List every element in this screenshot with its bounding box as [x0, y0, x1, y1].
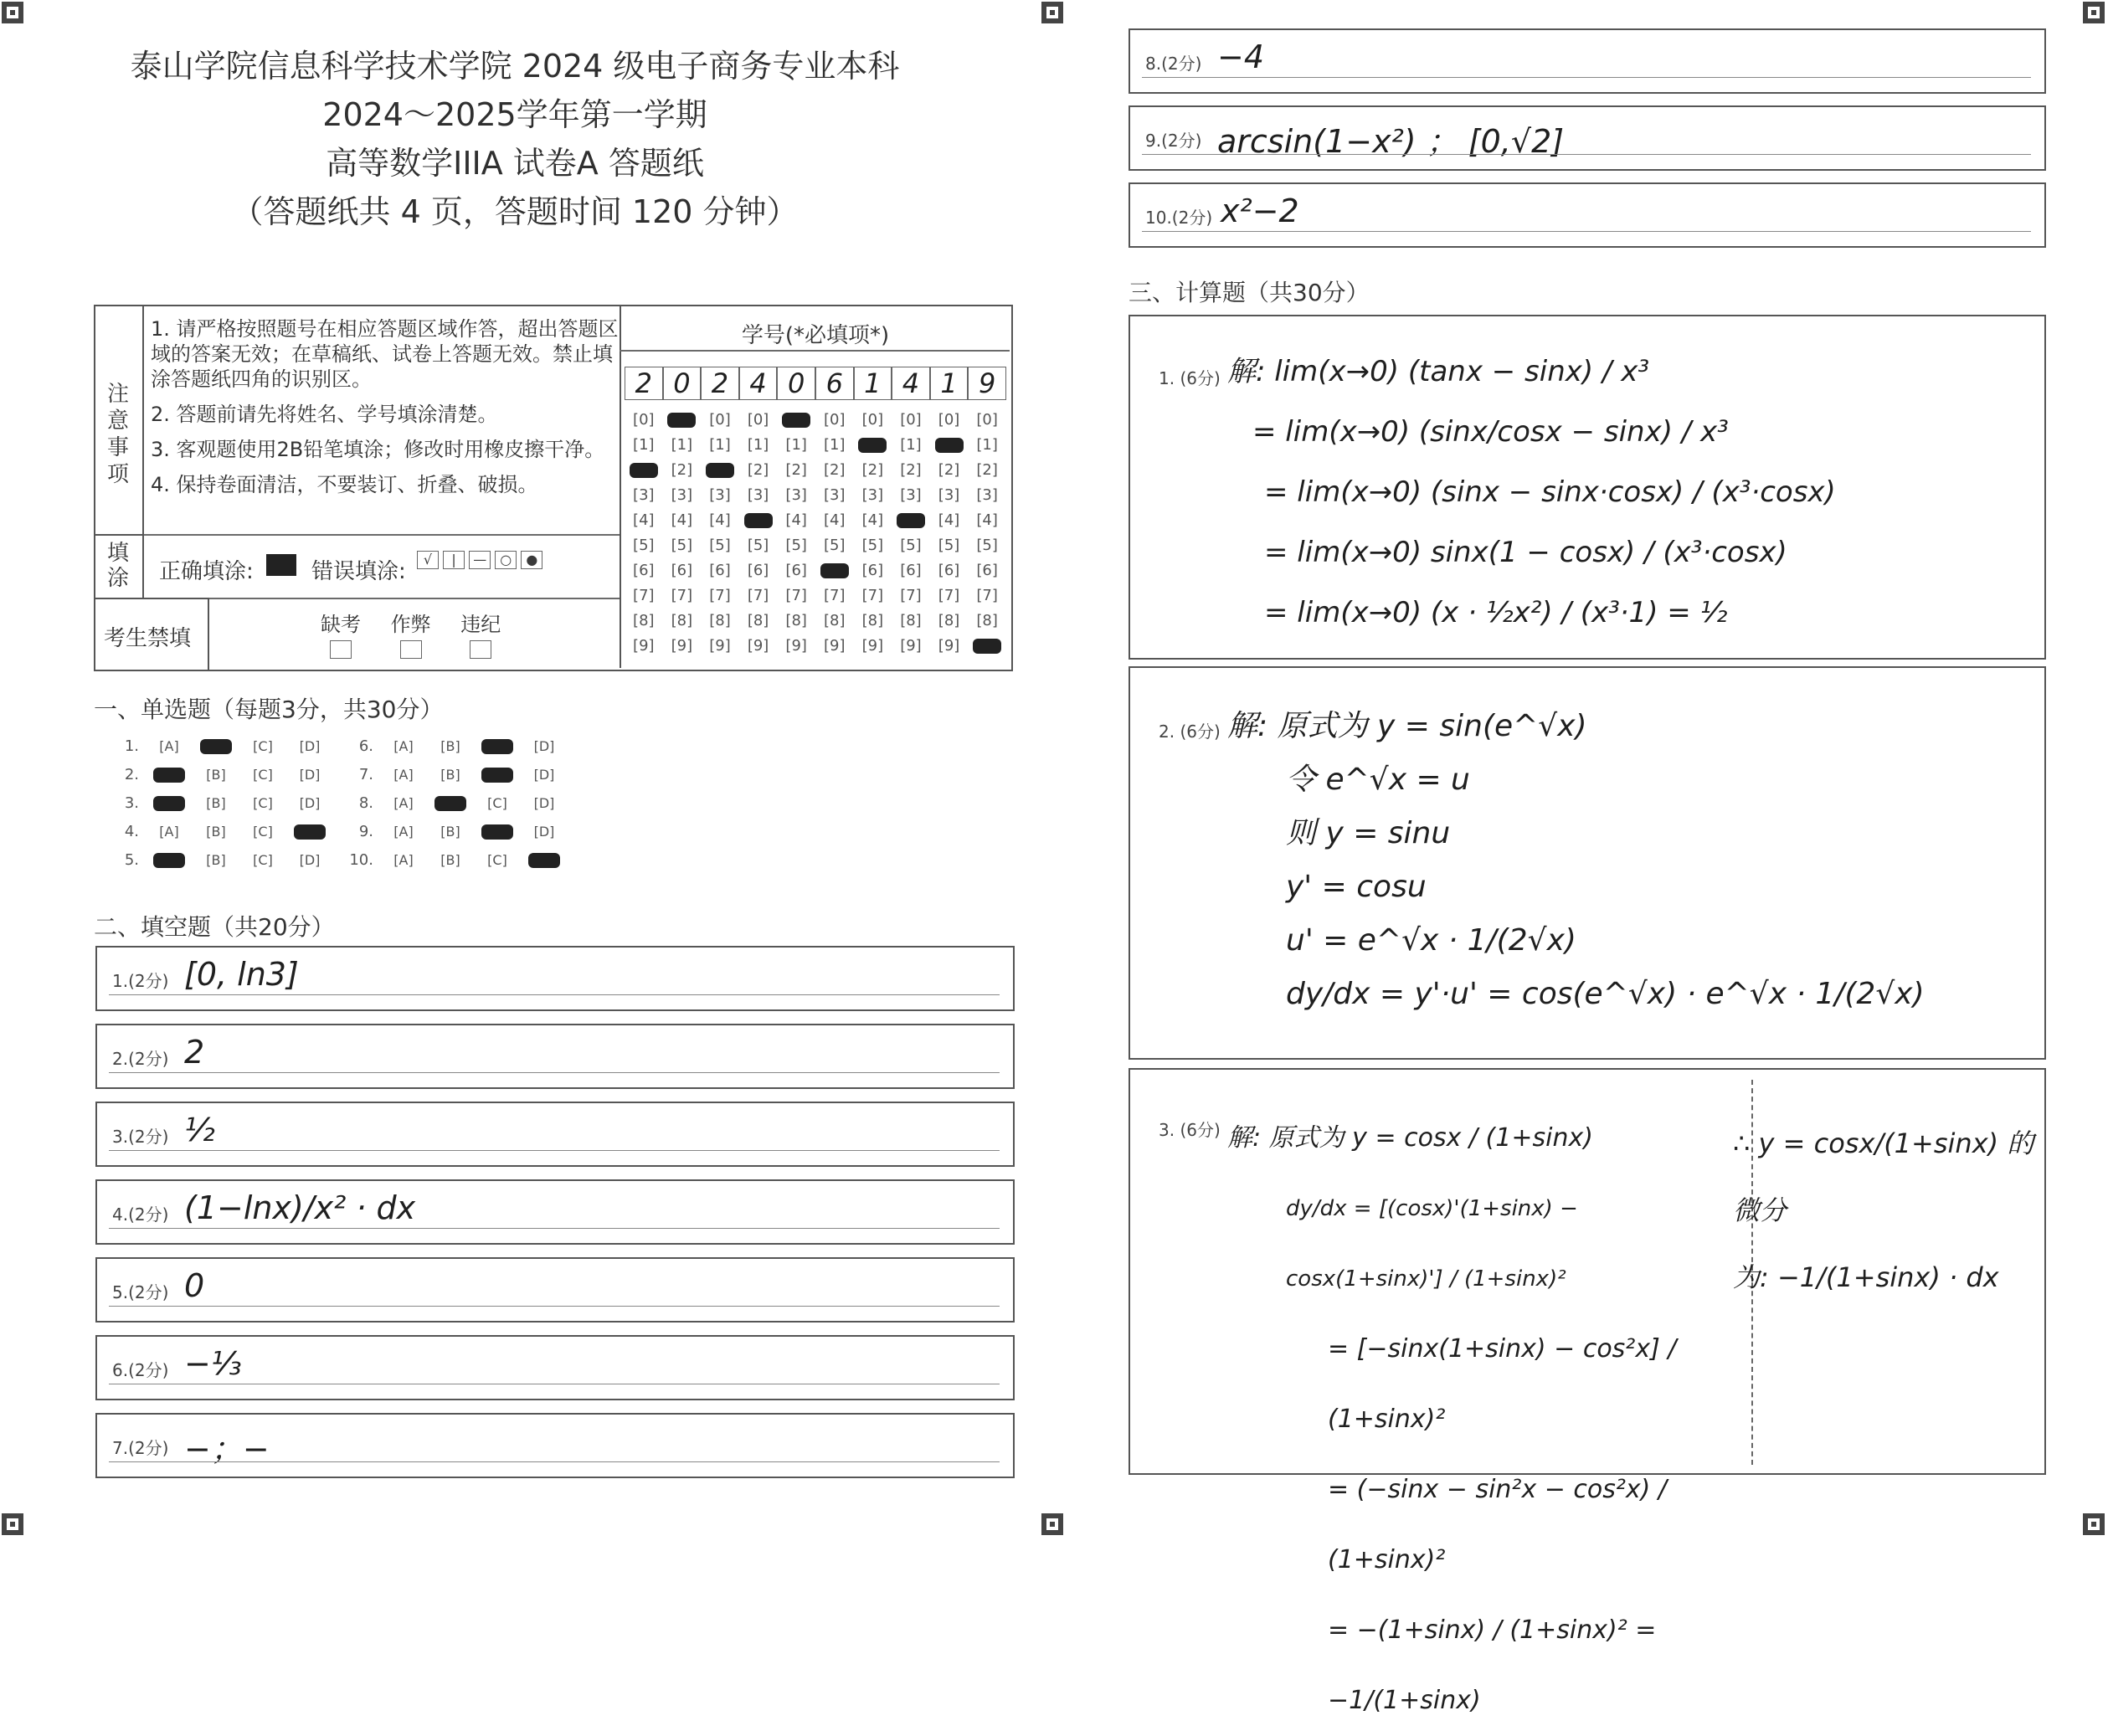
fill-blank-answer: −；− — [184, 1430, 270, 1467]
mc-option[interactable]: [D] — [533, 823, 555, 840]
fill-blank-answer: 0 — [184, 1267, 205, 1304]
student-id-digit: 0 — [777, 367, 815, 400]
mc-option[interactable]: [B] — [206, 794, 226, 811]
student-id-bubble[interactable]: [6] — [633, 561, 655, 579]
calc-q3-side-note — [1733, 1110, 2034, 1311]
calc-q2-label: 2. (6分) — [1159, 722, 1221, 742]
mc-option[interactable]: [A] — [159, 737, 179, 754]
student-id-bubble[interactable]: [5] — [671, 536, 693, 554]
section2-title: 二、填空题（共20分） — [94, 913, 335, 941]
fill-blank-box[interactable] — [1129, 105, 2046, 171]
student-id-bubble[interactable]: [5] — [709, 536, 731, 554]
fill-blank-underline — [109, 1150, 1000, 1151]
student-id-bubble[interactable]: [5] — [824, 536, 846, 554]
mc-option[interactable]: [C] — [253, 737, 273, 754]
student-id-bubble[interactable]: [1] — [976, 435, 998, 454]
student-id-bubble[interactable]: [5] — [785, 536, 807, 554]
student-id-bubble[interactable]: [8] — [938, 611, 960, 629]
fill-blank-label: 1.(2分) — [112, 971, 169, 991]
fill-blank-box[interactable] — [95, 1335, 1015, 1400]
student-id-bubble[interactable]: [5] — [976, 536, 998, 554]
mc-option[interactable]: [B] — [440, 823, 460, 840]
student-id-bubble[interactable]: [2] — [976, 460, 998, 479]
mc-question-row — [342, 760, 576, 788]
mc-question-number: 9. — [358, 822, 373, 840]
id-vertical-divider — [620, 305, 621, 668]
student-id-bubble[interactable]: [9] — [938, 636, 960, 655]
mc-question-row — [107, 788, 342, 817]
student-id-bubble-row — [625, 633, 1006, 658]
student-id-bubble[interactable]: [3] — [976, 485, 998, 504]
wrong-fill-examples — [417, 551, 542, 569]
student-id-bubble-filled[interactable] — [739, 511, 778, 528]
mc-question-number: 6. — [358, 737, 373, 755]
student-id-bubble-row — [625, 532, 1006, 557]
student-id-bubble[interactable]: [9] — [900, 636, 922, 655]
mc-option[interactable]: [A] — [159, 823, 179, 840]
student-id-bubble[interactable]: [4] — [824, 511, 846, 529]
calc-q1-line-2: = lim(x→0) (sinx/cosx − sinx) / x³ — [1252, 415, 1729, 449]
student-id-bubble[interactable]: [7] — [900, 586, 922, 604]
student-id-bubble[interactable]: [6] — [938, 561, 960, 579]
student-id-bubble[interactable]: [2] — [938, 460, 960, 479]
calc-q3-side-line-1: ∴ y = cosx/(1+sinx) 的微分 — [1733, 1127, 2034, 1226]
student-id-bubble[interactable]: [8] — [861, 611, 884, 629]
header-line-3: 高等数学IIIA 试卷A 答题纸 — [326, 145, 704, 182]
calc-q1-line-1: 解: lim(x→0) (tanx − sinx) / x³ — [1227, 355, 1649, 388]
student-id-digit: 6 — [815, 367, 854, 400]
calc-q3-line-2: dy/dx = [(cosx)'(1+sinx) − cosx(1+sinx)'] / (1+sinx)² — [1286, 1196, 1578, 1292]
calc-q1-line-3: = lim(x→0) (sinx − sinx·cosx) / (x³·cosx) — [1264, 475, 1836, 509]
student-id-bubble-row — [625, 507, 1006, 532]
calc-q1-label: 1. (6分) — [1159, 368, 1221, 388]
calc-q1-line-5: = lim(x→0) (x · ½x²) / (x³·1) = ½ — [1264, 596, 1728, 629]
calc-q1-line-4: = lim(x→0) sinx(1 − cosx) / (x³·cosx) — [1264, 536, 1787, 569]
mc-option-filled[interactable] — [286, 823, 333, 840]
header-line-2: 2024～2025学年第一学期 — [322, 96, 707, 133]
mc-option[interactable]: [B] — [206, 766, 226, 783]
fill-blank-underline — [1142, 154, 2031, 155]
student-id-bubble[interactable]: [0] — [861, 410, 884, 429]
mc-question-number: 10. — [349, 850, 373, 869]
mc-question-number: 2. — [124, 765, 139, 783]
student-id-digits — [625, 367, 1006, 400]
student-id-bubble[interactable]: [4] — [785, 511, 807, 529]
calc-q3-work — [1227, 1103, 1713, 1736]
student-id-bubble[interactable]: [5] — [938, 536, 960, 554]
fill-blank-box[interactable] — [95, 1102, 1015, 1167]
student-id-bubble[interactable]: [9] — [785, 636, 807, 655]
student-id-bubble-filled[interactable] — [777, 411, 815, 428]
fill-blank-box[interactable] — [95, 1413, 1015, 1478]
mc-option[interactable]: [B] — [440, 737, 460, 754]
calc-q2-work — [1227, 700, 1925, 1021]
notice-items — [151, 316, 620, 497]
mc-question-row — [342, 788, 576, 817]
student-id-bubble[interactable]: [5] — [861, 536, 884, 554]
fill-blank-underline — [109, 1072, 1000, 1073]
student-id-bubble[interactable]: [3] — [938, 485, 960, 504]
mc-option-filled[interactable] — [427, 794, 474, 811]
student-id-bubble[interactable]: [8] — [747, 611, 769, 629]
section3-title: 三、计算题（共30分） — [1129, 279, 1370, 306]
mc-option-filled[interactable] — [521, 851, 568, 868]
student-id-bubble[interactable]: [3] — [633, 485, 655, 504]
student-id-bubble[interactable]: [0] — [633, 410, 655, 429]
student-id-bubble-row — [625, 482, 1006, 507]
student-id-bubble[interactable]: [9] — [633, 636, 655, 655]
student-id-bubble[interactable]: [7] — [861, 586, 884, 604]
student-id-bubble[interactable]: [1] — [747, 435, 769, 454]
student-id-bubble[interactable]: [4] — [976, 511, 998, 529]
fill-blank-underline — [109, 1461, 1000, 1462]
corner-marker-top-left — [2, 2, 23, 23]
student-id-bubble[interactable]: [5] — [747, 536, 769, 554]
mc-option[interactable]: [D] — [533, 794, 555, 811]
student-id-digit: 0 — [663, 367, 702, 400]
fill-blank-label: 2.(2分) — [112, 1049, 169, 1069]
student-id-bubble[interactable]: [4] — [709, 511, 731, 529]
mc-option[interactable]: [D] — [533, 737, 555, 754]
fill-blank-box[interactable] — [95, 1257, 1015, 1323]
calc-q2-line-1: 解: 原式为 y = sin(e^√x) — [1227, 709, 1587, 743]
fill-blank-label: 10.(2分) — [1145, 208, 1213, 228]
mc-option[interactable]: [A] — [393, 851, 414, 868]
student-id-bubble[interactable]: [0] — [900, 410, 922, 429]
student-id-bubble[interactable]: [5] — [900, 536, 922, 554]
mc-option[interactable]: [C] — [253, 766, 273, 783]
student-id-bubble-row — [625, 407, 1006, 432]
notice-item-3: 3. 客观题使用2B铅笔填涂；修改时用橡皮擦干净。 — [151, 438, 605, 461]
mc-option[interactable]: [B] — [206, 851, 226, 868]
student-id-bubble[interactable]: [1] — [785, 435, 807, 454]
student-id-bubble-filled[interactable] — [701, 461, 739, 478]
student-id-bubble[interactable]: [4] — [671, 511, 693, 529]
ban-violation-checkbox[interactable] — [470, 640, 491, 659]
mc-option-filled[interactable] — [474, 823, 521, 840]
fill-blank-label: 7.(2分) — [112, 1438, 169, 1458]
student-id-bubble[interactable]: [7] — [633, 586, 655, 604]
mc-question-row — [107, 760, 342, 788]
mc-option[interactable]: [B] — [440, 766, 460, 783]
fill-blank-underline — [109, 1228, 1000, 1229]
mc-option-filled[interactable] — [146, 766, 193, 783]
student-id-bubble[interactable]: [6] — [861, 561, 884, 579]
mc-question-row — [107, 817, 342, 845]
mc-option[interactable]: [B] — [440, 851, 460, 868]
student-id-bubble[interactable]: [6] — [976, 561, 998, 579]
mc-option-filled[interactable] — [474, 766, 521, 783]
calc-q1-work — [1227, 342, 1836, 643]
fill-blank-answer: [0, ln3] — [184, 956, 299, 993]
student-id-bubble[interactable]: [8] — [785, 611, 807, 629]
student-id-bubble[interactable]: [6] — [785, 561, 807, 579]
mc-option[interactable]: [C] — [487, 851, 507, 868]
mc-option[interactable]: [C] — [253, 794, 273, 811]
wrong-fill-dot-icon: ● — [521, 551, 542, 569]
mc-question-number: 1. — [124, 737, 139, 755]
student-id-bubble[interactable]: [3] — [861, 485, 884, 504]
fill-blank-underline — [1142, 231, 2031, 232]
header-line-1: 泰山学院信息科学技术学院 2024 级电子商务专业本科 — [130, 48, 900, 85]
mc-question-row — [342, 732, 576, 760]
student-id-bubble[interactable]: [3] — [824, 485, 846, 504]
mc-option[interactable]: [C] — [253, 823, 273, 840]
calc-q2-line-4: y' = cosu — [1286, 870, 1427, 904]
student-id-bubble[interactable]: [2] — [671, 460, 693, 479]
student-id-bubble-filled[interactable] — [930, 436, 969, 453]
corner-marker-bottom-middle — [1041, 1513, 1063, 1535]
student-id-bubble[interactable]: [3] — [747, 485, 769, 504]
student-id-bubble[interactable]: [6] — [747, 561, 769, 579]
student-id-bubble[interactable]: [0] — [976, 410, 998, 429]
student-id-bubble[interactable]: [9] — [861, 636, 884, 655]
fill-blank-underline — [109, 994, 1000, 995]
student-id-digit: 9 — [968, 367, 1006, 400]
mc-option[interactable]: [C] — [487, 794, 507, 811]
student-id-bubble-row — [625, 583, 1006, 608]
mc-question-number: 7. — [358, 765, 373, 783]
student-id-title: 学号(*必填项*) — [741, 323, 890, 348]
ban-cheat-checkbox[interactable] — [400, 640, 422, 659]
student-id-bubble-filled[interactable] — [815, 562, 854, 578]
mc-option[interactable]: [A] — [393, 737, 414, 754]
student-id-bubble[interactable]: [4] — [938, 511, 960, 529]
mc-option[interactable]: [D] — [299, 794, 321, 811]
mc-question-number: 3. — [124, 794, 139, 812]
fill-blank-answer: −⅓ — [184, 1345, 242, 1382]
fill-blank-label: 8.(2分) — [1145, 54, 1202, 74]
student-id-bubble[interactable]: [9] — [709, 636, 731, 655]
mc-question-row — [107, 845, 342, 874]
corner-marker-top-right — [2083, 2, 2105, 23]
calc-q3-label: 3. (6分) — [1159, 1120, 1221, 1140]
student-id-bubble-filled[interactable] — [625, 461, 663, 478]
student-id-bubble[interactable]: [0] — [709, 410, 731, 429]
id-title-divider — [620, 350, 1010, 352]
student-id-bubble-row — [625, 608, 1006, 633]
calc-q2-line-5: u' = e^√x · 1/(2√x) — [1286, 923, 1576, 958]
student-id-bubble[interactable]: [2] — [861, 460, 884, 479]
student-id-bubble[interactable]: [1] — [709, 435, 731, 454]
student-id-bubble-filled[interactable] — [663, 411, 702, 428]
mc-option[interactable]: [D] — [299, 766, 321, 783]
notice-side-label: 注意事项 — [107, 382, 130, 487]
student-id-bubble[interactable]: [8] — [709, 611, 731, 629]
calc-q2-line-2: 令 e^√x = u — [1286, 763, 1470, 797]
mc-question-row — [342, 817, 576, 845]
student-id-digit: 2 — [701, 367, 739, 400]
mc-option[interactable]: [D] — [299, 737, 321, 754]
fill-blank-answer: 2 — [184, 1034, 205, 1071]
fill-blank-box[interactable] — [95, 946, 1015, 1011]
fill-blank-answer: −4 — [1217, 39, 1265, 75]
student-id-bubble-filled[interactable] — [968, 637, 1006, 654]
correct-fill-label: 正确填涂: — [159, 559, 254, 584]
student-id-bubble-filled[interactable] — [854, 436, 892, 453]
student-id-bubble[interactable]: [7] — [747, 586, 769, 604]
student-id-bubble[interactable]: [5] — [633, 536, 655, 554]
mc-option[interactable]: [D] — [533, 766, 555, 783]
student-id-bubble[interactable]: [7] — [785, 586, 807, 604]
wrong-fill-dash-icon: — — [469, 551, 491, 569]
student-id-bubble[interactable]: [0] — [938, 410, 960, 429]
student-id-bubble[interactable]: [6] — [709, 561, 731, 579]
calc-q2-line-3: 则 y = sinu — [1286, 816, 1451, 850]
fill-blank-underline — [1142, 77, 2031, 78]
fill-blank-underline — [109, 1306, 1000, 1307]
wrong-fill-label: 错误填涂: — [311, 559, 406, 584]
mc-question-row — [342, 845, 576, 874]
mc-option[interactable]: [A] — [393, 823, 414, 840]
student-id-bubble[interactable]: [9] — [747, 636, 769, 655]
mc-question-number: 5. — [124, 850, 139, 869]
calc-q3-side-line-2: 为: −1/(1+sinx) · dx — [1733, 1261, 1999, 1293]
student-id-digit: 4 — [892, 367, 930, 400]
student-id-bubble[interactable]: [8] — [671, 611, 693, 629]
header-line-4: （答题纸共 4 页，答题时间 120 分钟） — [231, 193, 799, 230]
mc-question-number: 8. — [358, 794, 373, 812]
ban-cheat: 作弊 — [382, 608, 440, 660]
student-id-bubble[interactable]: [4] — [861, 511, 884, 529]
student-id-bubble[interactable]: [6] — [671, 561, 693, 579]
student-id-bubble[interactable]: [7] — [824, 586, 846, 604]
mc-option[interactable]: [B] — [206, 823, 226, 840]
student-id-bubble[interactable]: [3] — [671, 485, 693, 504]
calc-q3-line-4: = (−sinx − sin²x − cos²x) / (1+sinx)² — [1328, 1475, 1668, 1574]
student-id-digit: 4 — [739, 367, 778, 400]
calc-q2-line-6: dy/dx = y'·u' = cos(e^√x) · e^√x · 1/(2√x) — [1286, 977, 1925, 1011]
mc-option-filled[interactable] — [193, 737, 239, 754]
fill-blank-answer: x²−2 — [1221, 193, 1299, 229]
mc-option-filled[interactable] — [474, 737, 521, 754]
student-id-digit: 1 — [854, 367, 892, 400]
student-id-bubble[interactable]: [2] — [747, 460, 769, 479]
calc-q3-line-3: = [−sinx(1+sinx) − cos²x] / (1+sinx)² — [1328, 1334, 1677, 1434]
notice-item-2: 2. 答题前请先将姓名、学号填涂清楚。 — [151, 403, 498, 426]
mc-option[interactable]: [A] — [393, 794, 414, 811]
fill-side-label: 填涂 — [107, 541, 130, 591]
ban-violation: 违纪 — [446, 608, 515, 660]
fill-blank-box[interactable] — [95, 1024, 1015, 1089]
mc-option[interactable]: [D] — [299, 851, 321, 868]
corner-marker-bottom-right — [2083, 1513, 2105, 1535]
student-id-bubble[interactable]: [7] — [709, 586, 731, 604]
student-id-bubble[interactable]: [8] — [633, 611, 655, 629]
fill-blank-answer: arcsin(1−x²) ； [0,√2] — [1217, 123, 1565, 160]
calc-q3-line-5: = −(1+sinx) / (1+sinx)² = −1/(1+sinx) — [1328, 1615, 1657, 1715]
fill-blank-box[interactable] — [1129, 182, 2046, 248]
multiple-choice-grid — [107, 732, 576, 874]
student-id-bubble[interactable]: [9] — [671, 636, 693, 655]
student-id-bubble-filled[interactable] — [892, 511, 930, 528]
student-id-digit: 1 — [930, 367, 969, 400]
student-id-bubble[interactable]: [7] — [938, 586, 960, 604]
ban-absent-checkbox[interactable] — [330, 640, 352, 659]
student-id-bubble[interactable]: [0] — [824, 410, 846, 429]
student-id-bubble-grid — [625, 407, 1006, 658]
notice-item-4: 4. 保持卷面清洁，不要装订、折叠、破损。 — [151, 473, 538, 496]
student-id-bubble[interactable]: [3] — [785, 485, 807, 504]
corner-marker-bottom-left — [2, 1513, 23, 1535]
student-id-bubble[interactable]: [2] — [785, 460, 807, 479]
student-id-bubble[interactable]: [8] — [976, 611, 998, 629]
mc-question-number: 4. — [124, 822, 139, 840]
fill-blank-label: 5.(2分) — [112, 1282, 169, 1302]
student-id-bubble[interactable]: [4] — [633, 511, 655, 529]
notice-divider — [94, 534, 620, 536]
student-id-bubble[interactable]: [7] — [976, 586, 998, 604]
student-id-bubble[interactable]: [3] — [900, 485, 922, 504]
student-id-bubble[interactable]: [1] — [633, 435, 655, 454]
fill-blank-label: 9.(2分) — [1145, 131, 1202, 151]
student-id-bubble-row — [625, 557, 1006, 583]
ban-label: 考生禁填 — [104, 626, 192, 651]
student-id-digit: 2 — [625, 367, 663, 400]
student-id-bubble[interactable]: [1] — [671, 435, 693, 454]
student-id-bubble-row — [625, 457, 1006, 482]
student-id-bubble[interactable]: [2] — [824, 460, 846, 479]
student-id-bubble[interactable]: [0] — [747, 410, 769, 429]
notice-item-1: 1. 请严格按照题号在相应答题区域作答，超出答题区域的答案无效；在草稿纸、试卷上答题无效。禁止填涂答题纸四角的识别区。 — [151, 317, 619, 391]
fill-blank-answer: ½ — [184, 1112, 215, 1148]
ban-absent: 缺考 — [306, 608, 375, 660]
student-id-bubble-row — [625, 432, 1006, 457]
fill-blank-box[interactable] — [1129, 28, 2046, 94]
mc-option[interactable]: [A] — [393, 766, 414, 783]
student-id-bubble[interactable]: [2] — [900, 460, 922, 479]
student-id-bubble[interactable]: [6] — [900, 561, 922, 579]
student-id-bubble[interactable]: [1] — [824, 435, 846, 454]
student-id-bubble[interactable]: [9] — [824, 636, 846, 655]
student-id-bubble[interactable]: [8] — [900, 611, 922, 629]
student-id-bubble[interactable]: [3] — [709, 485, 731, 504]
corner-marker-top-middle — [1041, 2, 1063, 23]
mc-option-filled[interactable] — [146, 851, 193, 868]
student-id-bubble[interactable]: [7] — [671, 586, 693, 604]
student-id-bubble[interactable]: [8] — [824, 611, 846, 629]
mc-question-row — [107, 732, 342, 760]
calc-q3-line-1: 解: 原式为 y = cosx / (1+sinx) — [1227, 1123, 1593, 1153]
ban-items — [306, 608, 515, 660]
correct-fill-example — [266, 554, 296, 576]
fill-blank-label: 6.(2分) — [112, 1360, 169, 1380]
section1-title: 一、单选题（每题3分，共30分） — [94, 696, 444, 723]
fill-blank-box[interactable] — [95, 1179, 1015, 1245]
wrong-fill-bar-icon: | — [443, 551, 465, 569]
mc-option[interactable]: [C] — [253, 851, 273, 868]
fill-blank-label: 4.(2分) — [112, 1204, 169, 1225]
fill-blank-label: 3.(2分) — [112, 1127, 169, 1147]
student-id-bubble[interactable]: [1] — [900, 435, 922, 454]
mc-option-filled[interactable] — [146, 794, 193, 811]
wrong-fill-check-icon: √ — [417, 551, 439, 569]
wrong-fill-circle-icon: ○ — [495, 551, 517, 569]
fill-blank-answer: (1−lnx)/x² · dx — [184, 1189, 416, 1226]
